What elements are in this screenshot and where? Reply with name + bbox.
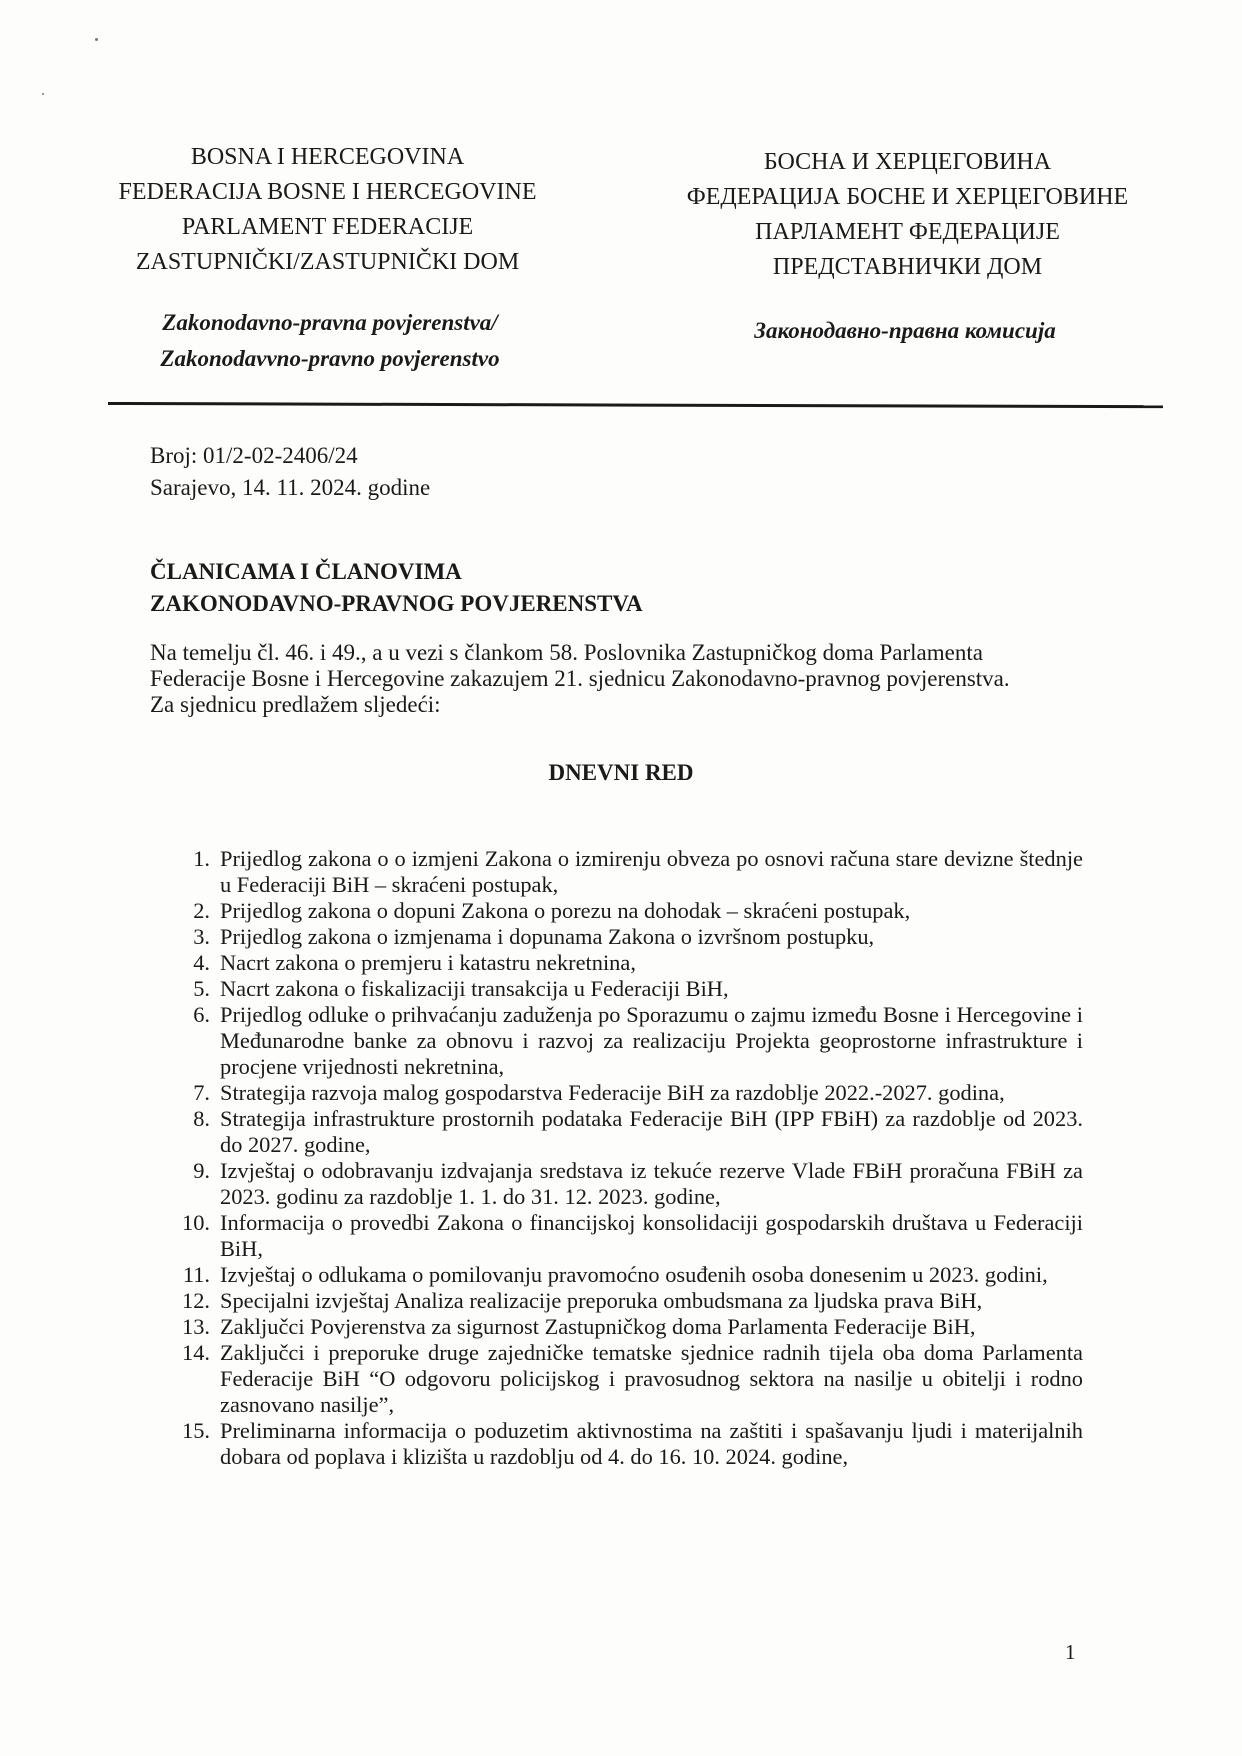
- agenda-item-number: 5.: [193, 976, 210, 1001]
- agenda-item-text: Strategija razvoja malog gospodarstva Federacije BiH za razdoblje 2022.-2027. godina,: [220, 1080, 1005, 1105]
- agenda-item-number: 9.: [193, 1158, 210, 1183]
- agenda-item-text: Zaključci Povjerenstva za sigurnost Zastupničkog doma Parlamenta Federacije BiH,: [220, 1314, 976, 1339]
- agenda-item: [168, 1106, 1083, 1158]
- agenda-item: [168, 1262, 1083, 1288]
- agenda-item: [168, 1002, 1083, 1080]
- agenda-item-text: Nacrt zakona o premjeru i katastru nekretnina,: [220, 950, 636, 975]
- agenda-item: [168, 898, 1083, 924]
- recipient: [150, 556, 643, 620]
- agenda-item-number: 13.: [182, 1314, 210, 1339]
- agenda-item: [168, 1210, 1083, 1262]
- committee-right-line: Законодавно-правна комисија: [754, 318, 1056, 343]
- agenda-item-number: 11.: [182, 1262, 210, 1287]
- agenda-item-text: Zaključci i preporuke druge zajedničke tematske sjednice radnih tijela oba doma Parlamenta Federacije BiH “O odgovoru policijskog i pravosudnog sektora na nasilje u obitelji i rodno zasnovano nasilje”,: [220, 1340, 1083, 1417]
- scan-speck: [42, 93, 44, 95]
- agenda-item: [168, 846, 1083, 898]
- header-right-line: ПРЕДСТАВНИЧКИ ДОМ: [772, 254, 1043, 280]
- header-left-line: ZASTUPNIČKI/ZASTUPNIČKI DOM: [135, 249, 520, 275]
- agenda-title: DNEVNI RED: [548, 760, 694, 785]
- agenda-item-number: 6.: [193, 1002, 210, 1027]
- agenda-item-text: Izvještaj o odlukama o pomilovanju pravomoćno osuđenih osoba donesenim u 2023. godini,: [220, 1262, 1048, 1287]
- recipient-line: ČLANICAMA I ČLANOVIMA: [150, 559, 462, 584]
- intro-paragraph: [150, 640, 1090, 718]
- intro-line: Za sjednicu predlažem sljedeći:: [150, 692, 441, 717]
- committee-left-line: Zakonodavno-pravna povjerenstva/: [162, 310, 498, 335]
- agenda-item-number: 4.: [193, 950, 210, 975]
- agenda-item-number: 15.: [182, 1418, 210, 1443]
- agenda-item-number: 7.: [193, 1080, 210, 1105]
- agenda-item-number: 1.: [193, 846, 210, 871]
- document-meta: [150, 440, 430, 504]
- agenda-item-text: Izvještaj o odobravanju izdvajanja sredstava iz tekuće rezerve Vlade FBiH proračuna FBiH za 2023. godinu za razdoblje 1. 1. do 31. 12. 2023. godine,: [220, 1158, 1083, 1209]
- agenda-list: [168, 846, 1083, 1470]
- document-number: Broj: 01/2-02-2406/24: [150, 443, 358, 468]
- page-number: 1: [1065, 1640, 1076, 1664]
- scan-speck: [95, 38, 98, 41]
- agenda-item: [168, 1288, 1083, 1314]
- committee-name-left: [110, 305, 550, 377]
- header-right-line: ПАРЛАМЕНТ ФЕДЕРАЦИЈЕ: [755, 219, 1060, 245]
- header-divider: [108, 402, 1163, 408]
- agenda-item-number: 12.: [182, 1288, 210, 1313]
- header-right-line: ФЕДЕРАЦИЈА БОСНЕ И ХЕРЦЕГОВИНЕ: [686, 184, 1129, 210]
- agenda-item-text: Prijedlog zakona o o izmjeni Zakona o izmirenju obveza po osnovi računa stare devizne štednje u Federaciji BiH – skraćeni postupak,: [220, 846, 1083, 897]
- agenda-item: [168, 1158, 1083, 1210]
- agenda-item-text: Prijedlog odluke o prihvaćanju zaduženja po Sporazumu o zajmu između Bosne i Hercegovine i Međunarodne banke za obnovu i razvoj za realizaciju Projekta geoprostorne infrastrukture i procjene vrijednosti nekretnina,: [220, 1002, 1083, 1079]
- agenda-item-number: 3.: [193, 924, 210, 949]
- header-left-line: BOSNA I HERCEGOVINA: [190, 144, 465, 170]
- agenda-item-number: 10.: [182, 1210, 210, 1235]
- committee-name-right: [690, 313, 1120, 349]
- agenda-item: [168, 1418, 1083, 1470]
- agenda-item: [168, 976, 1083, 1002]
- intro-line: Na temelju čl. 46. i 49., a u vezi s člankom 58. Poslovnika Zastupničkog doma Parlamenta: [150, 640, 983, 665]
- committee-left-line: Zakonodavvno-pravno povjerenstvo: [160, 346, 500, 371]
- agenda-item-text: Informacija o provedbi Zakona o financijskoj konsolidaciji gospodarskih društava u Federaciji BiH,: [220, 1210, 1083, 1261]
- agenda-item-text: Strategija infrastrukture prostornih podataka Federacije BiH (IPP FBiH) za razdoblje od 2023. do 2027. godine,: [220, 1106, 1083, 1157]
- agenda-item-text: Nacrt zakona o fiskalizaciji transakcija u Federaciji BiH,: [220, 976, 729, 1001]
- header-right-line: БОСНА И ХЕРЦЕГОВИНА: [763, 149, 1052, 175]
- agenda-item-text: Specijalni izvještaj Analiza realizacije preporuka ombudsmana za ljudska prava BiH,: [220, 1288, 983, 1313]
- agenda-item-text: Prijedlog zakona o izmjenama i dopunama Zakona o izvršnom postupku,: [220, 924, 875, 949]
- agenda-item-number: 14.: [182, 1340, 210, 1365]
- recipient-line: ZAKONODAVNO-PRAVNOG POVJERENSTVA: [150, 591, 643, 616]
- agenda-item: [168, 950, 1083, 976]
- agenda-item: [168, 1314, 1083, 1340]
- intro-line: Federacije Bosne i Hercegovine zakazujem 21. sjednicu Zakonodavno-pravnog povjerenstva.: [150, 666, 1010, 691]
- header-right: [670, 145, 1145, 285]
- agenda-item-number: 8.: [193, 1106, 210, 1131]
- agenda-item-text: Prijedlog zakona o dopuni Zakona o porezu na dohodak – skraćeni postupak,: [220, 898, 911, 923]
- agenda-item: [168, 1340, 1083, 1418]
- agenda-item-number: 2.: [193, 898, 210, 923]
- agenda-item-text: Preliminarna informacija o poduzetim aktivnostima na zaštiti i spašavanju ljudi i materijalnih dobara od poplava i klizišta u razdoblju od 4. do 16. 10. 2024. godine,: [220, 1418, 1083, 1469]
- header-left: [100, 140, 555, 280]
- header-left-line: FEDERACIJA BOSNE I HERCEGOVINE: [118, 179, 537, 205]
- document-place-date: Sarajevo, 14. 11. 2024. godine: [150, 475, 431, 500]
- agenda-item: [168, 924, 1083, 950]
- header-left-line: PARLAMENT FEDERACIJE: [181, 214, 474, 240]
- agenda-item: [168, 1080, 1083, 1106]
